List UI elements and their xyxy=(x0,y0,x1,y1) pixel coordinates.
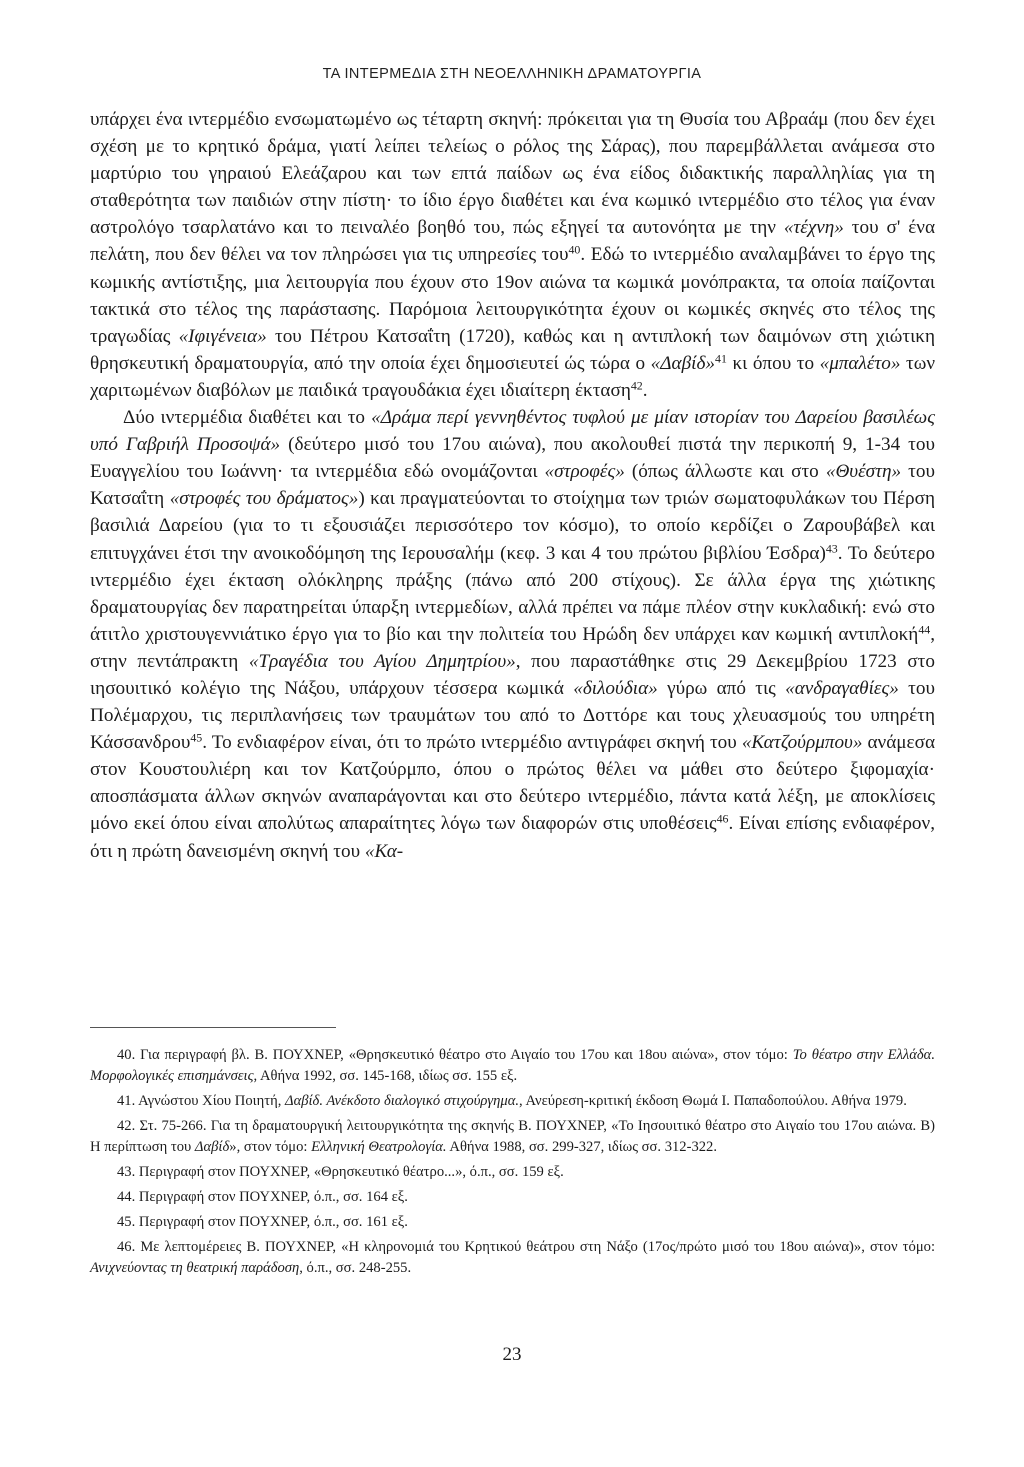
text-run: 41. Αγνώστου Χίου Ποιητή, xyxy=(117,1093,285,1109)
italic-quote: «στροφές του δράματος» xyxy=(169,488,359,510)
body-text xyxy=(90,106,935,865)
footnote-44: 44. Περιγραφή στον ΠΟΥΧΝΕΡ, ό.π., σσ. 164 εξ. xyxy=(117,1189,408,1205)
text-run: του Πολέμαρχου, τις περιπλανήσεις των τραυμάτων του από το Δοττόρε και τους χλευασμούς του υπηρέτη Κάσσανδρου xyxy=(90,677,935,754)
text-run: 46. Με λεπτομέρειες Β. ΠΟΥΧΝΕΡ, «Η κληρονομιά του Κρητικού θεάτρου στη Νάξο (17ος/πρώτο μισό του 18ου αιώνα)», στον τόμο: xyxy=(117,1239,935,1255)
italic-title: Ανιχνεύοντας τη θεατρική παράδοση xyxy=(90,1260,300,1276)
text-run: », στον τόμο: xyxy=(229,1139,312,1155)
text-run: 42. Στ. 75-266. Για τη δραματουργική λειτουργικότητα της σκηνής Β. ΠΟΥΧΝΕΡ, «Το Ιησουιτικό θέατρο στο Αιγαίο του 17ου αιώνα. Β) Η περίπτωση του xyxy=(90,1118,935,1155)
italic-title: «Τραγέδια του Αγίου Δημητρίου» xyxy=(248,650,516,672)
footnote-45: 45. Περιγραφή στον ΠΟΥΧΝΕΡ, ό.π., σσ. 161 εξ. xyxy=(117,1214,408,1230)
text-run: . xyxy=(642,379,648,401)
text-run: του Πέτρου Κατσαΐτη (1720), καθώς και η αντιπλοκή των δαιμόνων στη χιώτικη θρησκευτική δραματουργία, από την οποία έχει δημοσιευτεί ώς τώρα ο xyxy=(90,325,935,374)
italic-title: «Δαβίδ» xyxy=(650,352,715,374)
italic-title: «Δράμα περί γεννηθέντος τυφλού με μίαν ιστορίαν του Δαρείου βασιλέως υπό Γαβριήλ Προσοψά» xyxy=(90,407,936,456)
paragraph xyxy=(90,106,935,404)
italic-title: «Κα- xyxy=(364,840,404,862)
italic-quote: «στροφές» xyxy=(544,461,625,483)
footnote-ref: 46 xyxy=(716,811,729,826)
italic-title: «Θυέστη» xyxy=(825,461,902,483)
text-run: . Εδώ το ιντερμέδιο αναλαμβάνει το έργο της κωμικής αντίστιξης, μια λειτουργία που έχουν στο 19ον αιώνα τα κωμικά μονόπρακτα, τα οποία παίζονται τακτικά στο τέλος της παράστασης. Παρόμοια λειτουργικότητα έχουν οι κωμικές σκηνές στο τέλος της τραγωδίας xyxy=(90,244,935,347)
text-run: , Ανεύρεση-κριτική έκδοση Θωμά Ι. Παπαδοπούλου. Αθήνα 1979. xyxy=(519,1093,907,1109)
text-run: , ό.π., σσ. 248-255. xyxy=(299,1260,412,1276)
text-run: (όπως άλλωστε και στο xyxy=(624,461,826,483)
text-run: ) και πραγματεύονται το στοίχημα των τριών σωματοφυλάκων του Πέρση βασιλιά Δαρείου (για το τι εξουσιάζει περισσότερο τον κόσμο), το οποίο κερδίζει ο Ζαρουβάβελ και επιτυγχάνει έτσι την ανοικοδόμηση της Ιερουσαλήμ (κεφ. 3 και 4 του πρώτου βιβλίου Έσδρα) xyxy=(90,488,936,564)
italic-title: «Κατζούρμπου» xyxy=(741,732,863,754)
footnote-ref: 40 xyxy=(568,242,581,257)
text-run: , Αθήνα 1992, σσ. 145-168, ιδίως σσ. 155 εξ. xyxy=(253,1068,518,1084)
footnote-40 xyxy=(90,1045,935,1087)
italic-quote: «τέχνη» xyxy=(783,217,844,239)
italic-title: Δαβίδ. Ανέκδοτο διαλογικό στιχούργημα. xyxy=(285,1093,520,1109)
text-run: των χαριτωμένων διαβόλων με παιδικά τραγουδάκια έχει ιδιαίτερη έκταση xyxy=(90,352,935,401)
text-run: . Είναι επίσης ενδιαφέρον, ότι η πρώτη δανεισμένη σκηνή του xyxy=(90,813,935,862)
text-run: . Το ενδιαφέρον είναι, ότι το πρώτο ιντερμέδιο αντιγράφει σκηνή του xyxy=(202,732,742,754)
italic-title: Ελληνική Θεατρολογία. xyxy=(311,1139,447,1155)
italic-title: Δαβίδ xyxy=(194,1139,230,1155)
footnote-41 xyxy=(90,1091,935,1112)
footnote-42 xyxy=(90,1116,935,1158)
italic-title: «Ιφιγένεια» xyxy=(178,325,267,347)
footnotes xyxy=(90,1045,935,1283)
paragraph xyxy=(90,404,935,865)
footnote-ref: 43 xyxy=(825,540,838,555)
text-run: Αθήνα 1988, σσ. 299-327, ιδίως σσ. 312-322. xyxy=(446,1139,717,1155)
text-run: , που παραστάθηκε στις 29 Δεκεμβρίου 1723 στο ιησουιτικό κολέγιο της Νάξου, υπάρχουν τέσσερα κωμικά xyxy=(90,650,935,699)
text-run: , στην πεντάπρακτη xyxy=(90,623,935,672)
text-run: του σ' ένα πελάτη, που δεν θέλει να τον πληρώσει για τις υπηρεσίες του xyxy=(90,217,936,266)
text-run: Δύο ιντερμέδια διαθέτει και το xyxy=(123,407,372,429)
text-run: γύρω από τις xyxy=(657,677,786,699)
footnote-ref: 41 xyxy=(715,351,727,366)
footnote-ref: 44 xyxy=(918,622,931,637)
text-run: 40. Για περιγραφή βλ. Β. ΠΟΥΧΝΕΡ, «Θρησκευτικό θέατρο στο Αιγαίο του 17ου και 18ου αιώνα», στον τόμο: xyxy=(117,1047,793,1063)
text-run: υπάρχει ένα ιντερμέδιο ενσωματωμένο ως τέταρτη σκηνή: πρόκειται για τη Θυσία του Αβραάμ (που δεν έχει σχέση με το κρητικό δράμα, γιατί λείπει τελείως ο ρόλος της Σάρας), που παρεμβάλλεται ανάμεσα στο μαρτύριο του γηραιού Ελεάζαρου και των επτά παίδων ως ένα είδος διδακτικής παραλληλίας για τη σταθερότητα των παιδιών στην πίστη· το ίδιο έργο διαθέτει και ένα κωμικό ιντερμέδιο στο τέλος για έναν αστρολόγο τσαρλατάνο και το πειναλέο βοηθό του, πώς εξηγεί τα αυτονόητα με την xyxy=(90,109,935,239)
italic-quote: «ανδραγαθίες» xyxy=(785,677,899,699)
footnote-43: 43. Περιγραφή στον ΠΟΥΧΝΕΡ, «Θρησκευτικό θέατρο...», ό.π., σσ. 159 εξ. xyxy=(117,1164,564,1180)
italic-title: Το θέατρο στην Ελλάδα. Μορφολογικές επισημάνσεις xyxy=(90,1047,935,1084)
text-run: κι όπου το xyxy=(726,352,820,374)
page-number: 23 xyxy=(502,1344,522,1365)
text-run: (δεύτερο μισό του 17ου αιώνα), που ακολουθεί πιστά την περικοπή 9, 1-34 του Ευαγγελίου του Ιωάννη· τα ιντερμέδια εδώ ονομάζονται xyxy=(90,434,935,483)
text-run: ανάμεσα στον Κουστουλιέρη και τον Κατζούρμπο, όπου ο πρώτος θέλει να μάθει στο δεύτερο ξιφομαχία· αποσπάσματα άλλων σκηνών αναπαράγονται και στο δεύτερο ιντερμέδιο, πάντα κατά λέξη, με αποκλίσεις μόνο εκεί όπου είναι απολύτως απαραίτητες λόγω των διαφορών στις υποθέσεις xyxy=(90,732,935,835)
footnote-ref: 45 xyxy=(190,730,203,745)
footnote-ref: 42 xyxy=(630,378,643,393)
italic-quote: «μπαλέτο» xyxy=(819,352,901,374)
footnote-46 xyxy=(90,1237,935,1279)
footnote-divider xyxy=(90,1027,336,1028)
text-run: . Το δεύτερο ιντερμέδιο έχει έκταση ολόκληρης πράξης (πάνω από 200 στίχους). Σε άλλα έργα της χιώτικης δραματουργίας δεν παρατηρείται ύπαρξη ιντερμεδίων, αλλά πρέπει να πάμε πλέον στην κυκλαδική: ενώ στο άτιτλο χριστουγεννιάτικο έργο για το βίο και την πολιτεία του Ηρώδη δεν υπάρχει καν κωμική αντιπλοκή xyxy=(90,542,935,645)
text-run: του Κατσαΐτη xyxy=(90,461,935,510)
italic-quote: «διλούδια» xyxy=(573,677,658,699)
running-title: ΤΑ ΙΝΤΕΡΜΕΔΙΑ ΣΤΗ ΝΕΟΕΛΛΗΝΙΚΗ ΔΡΑΜΑΤΟΥΡΓΙΑ xyxy=(322,66,702,82)
